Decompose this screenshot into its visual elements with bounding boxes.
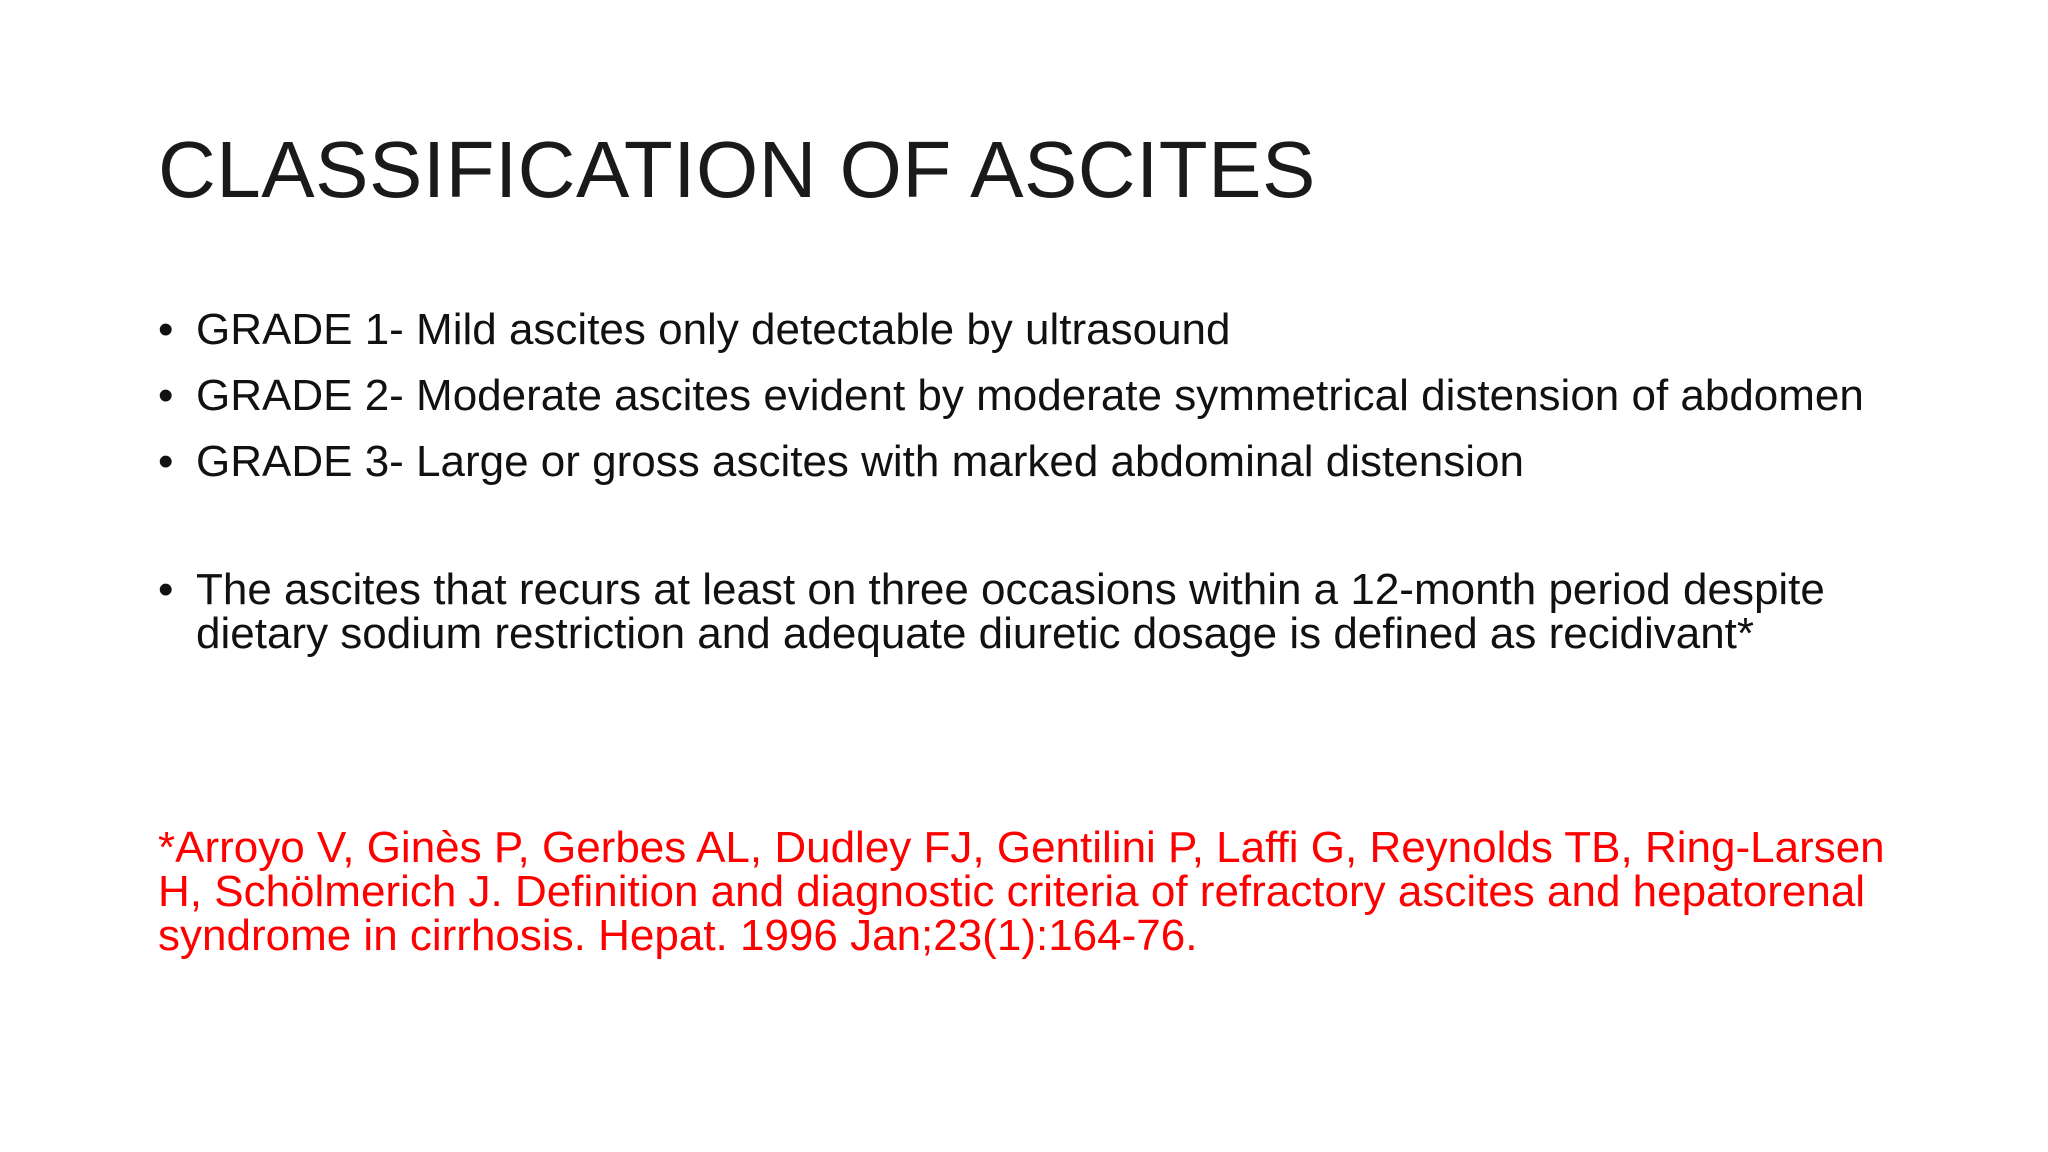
bullet-text: The ascites that recurs at least on three occasions within a 12-month period despite dietary sodium restriction and adequate diuretic dosage is defined as recidivant* [196,565,1825,658]
slide-title: CLASSIFICATION OF ASCITES [158,125,1316,214]
bullet-text: GRADE 1- Mild ascites only detectable by ultrasound [196,305,1231,354]
reference-citation: *Arroyo V, Ginès P, Gerbes AL, Dudley FJ, Gentilini P, Laffi G, Reynolds TB, Ring-Larsen H, Schölmerich J. Definition and diagnostic criteria of refractory ascites and hepatorenal syndrome in cirrhosis. Hepat. 1996 Jan;23(1):164-76. [158,823,1885,960]
bullet-grade-3 [158,437,1938,486]
bullet-grade-1 [158,305,1938,354]
bullet-grade-2 [158,371,1938,420]
bullet-text: GRADE 3- Large or gross ascites with marked abdominal distension [196,437,1524,486]
bullet-marker: • [158,565,174,614]
bullet-recidivant [158,565,1938,658]
bullet-text: GRADE 2- Moderate ascites evident by moderate symmetrical distension of abdomen [196,371,1864,420]
bullet-marker: • [158,305,174,354]
bullet-marker: • [158,371,174,420]
bullet-marker: • [158,437,174,486]
bullet-list [158,300,1938,656]
